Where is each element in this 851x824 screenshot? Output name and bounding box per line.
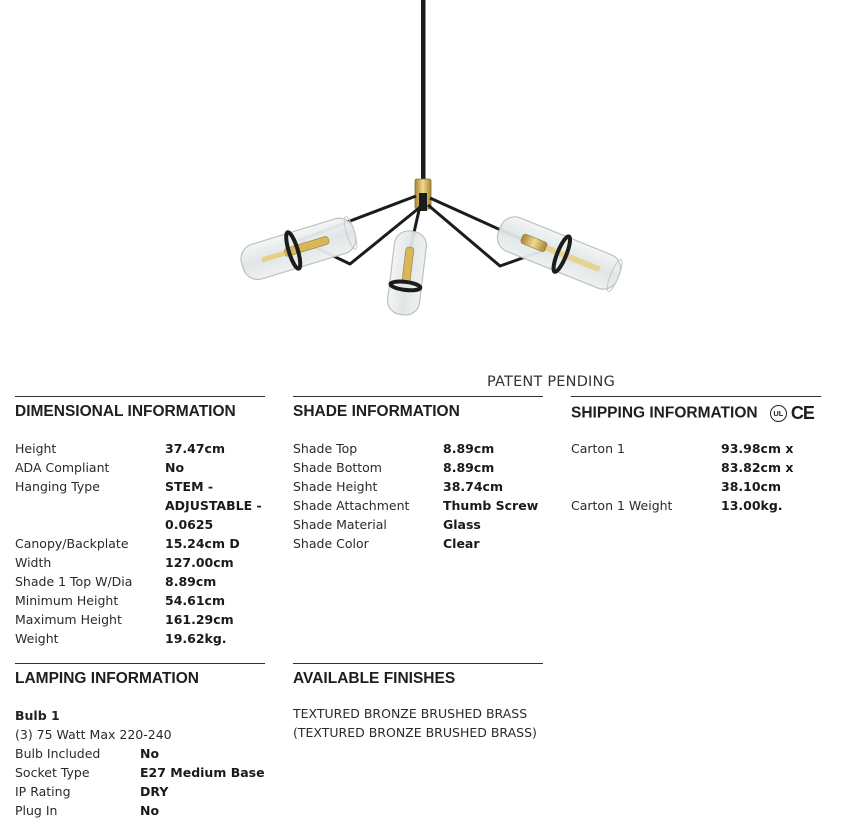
spec-row — [293, 439, 543, 458]
spec-label: Canopy/Backplate — [15, 536, 129, 551]
finishes-section — [293, 663, 543, 742]
spec-label: Width — [15, 555, 52, 570]
spec-row — [571, 439, 839, 496]
shipping-title-row — [571, 403, 839, 425]
spec-row — [15, 477, 265, 534]
bulb-title: Bulb 1 — [15, 708, 60, 723]
spec-label: Shade 1 Top W/Dia — [15, 574, 133, 589]
spec-row — [15, 553, 265, 572]
spec-value: 19.62kg. — [165, 631, 227, 646]
spec-row — [15, 782, 265, 801]
finish-name: TEXTURED BRONZE BRUSHED BRASS — [293, 706, 528, 721]
spec-label: IP Rating — [15, 784, 71, 799]
spec-label: Shade Attachment — [293, 498, 410, 513]
spec-label: Shade Top — [293, 441, 358, 456]
spec-value: 37.47cm — [165, 441, 225, 456]
spec-label: Shade Material — [293, 517, 387, 532]
spec-label: Bulb Included — [15, 746, 101, 761]
spec-value: No — [140, 803, 160, 818]
shipping-title: SHIPPING INFORMATION — [571, 404, 758, 422]
spec-label: Shade Bottom — [293, 460, 382, 475]
spec-value: No — [165, 460, 185, 475]
spec-value: Glass — [443, 517, 481, 532]
spec-row — [15, 591, 265, 610]
spec-value: 38.74cm — [443, 479, 503, 494]
spec-value: Thumb Screw — [443, 498, 539, 513]
spec-row — [571, 496, 839, 515]
spec-label: Shade Color — [293, 536, 369, 551]
finish-name: (TEXTURED BRONZE BRUSHED BRASS) — [293, 725, 537, 740]
section-divider — [15, 663, 265, 664]
spec-row — [15, 439, 265, 458]
spec-row — [293, 458, 543, 477]
section-divider — [293, 663, 543, 664]
spec-label: Shade Height — [293, 479, 378, 494]
spec-row — [293, 496, 543, 515]
spec-value: Clear — [443, 536, 480, 551]
spec-label: Height — [15, 441, 57, 456]
spec-label: Weight — [15, 631, 59, 646]
right-shade — [493, 211, 626, 294]
spec-value: No — [140, 746, 160, 761]
spec-value: 161.29cm — [165, 612, 234, 627]
section-divider — [571, 396, 821, 397]
spec-value: 13.00kg. — [721, 498, 783, 513]
bulb-description: (3) 75 Watt Max 220-240 — [15, 727, 172, 742]
spec-row — [293, 515, 543, 534]
lamping-title: LAMPING INFORMATION — [15, 670, 199, 687]
spec-row — [15, 801, 265, 820]
spec-value: DRY — [140, 784, 169, 799]
section-divider — [293, 396, 543, 397]
spec-value: 127.00cm — [165, 555, 234, 570]
spec-value: 8.89cm — [443, 441, 495, 456]
spec-label: Socket Type — [15, 765, 90, 780]
patent-pending-note: PATENT PENDING — [487, 374, 616, 390]
spec-label: Carton 1 — [571, 441, 625, 456]
spec-row — [15, 534, 265, 553]
section-divider — [15, 396, 265, 397]
left-shade — [237, 214, 360, 285]
spec-row — [15, 629, 265, 648]
shade-title: SHADE INFORMATION — [293, 403, 460, 420]
spec-value: 54.61cm — [165, 593, 225, 608]
spec-label: ADA Compliant — [15, 460, 110, 475]
spec-row — [15, 744, 265, 763]
spec-value: 93.98cm x 83.82cm x 38.10cm — [721, 441, 794, 494]
spec-value: 15.24cm D — [165, 536, 240, 551]
spec-row — [15, 763, 265, 782]
spec-label: Minimum Height — [15, 593, 119, 608]
ul-listed-icon: UL — [770, 405, 787, 422]
spec-row — [15, 572, 265, 591]
spec-row — [293, 477, 543, 496]
shade-section — [293, 396, 543, 553]
spec-label: Hanging Type — [15, 479, 100, 494]
spec-value: 8.89cm — [165, 574, 217, 589]
spec-value: STEM - ADJUSTABLE - 0.0625 — [165, 479, 262, 532]
finishes-title: AVAILABLE FINISHES — [293, 670, 456, 687]
dimensional-title: DIMENSIONAL INFORMATION — [15, 403, 236, 420]
product-image — [0, 0, 851, 340]
stem — [421, 0, 426, 182]
spec-row — [15, 458, 265, 477]
spec-label: Carton 1 Weight — [571, 498, 673, 513]
certification-marks — [770, 403, 814, 424]
spec-row — [15, 610, 265, 629]
spec-value: E27 Medium Base — [140, 765, 265, 780]
ce-mark-icon: CE — [790, 403, 814, 423]
lamping-section — [15, 663, 265, 820]
shipping-section — [571, 396, 839, 515]
spec-label: Maximum Height — [15, 612, 122, 627]
spec-value: 8.89cm — [443, 460, 495, 475]
dimensional-section — [15, 396, 265, 648]
center-shade — [386, 229, 428, 316]
spec-label: Plug In — [15, 803, 58, 818]
spec-row — [293, 534, 543, 553]
